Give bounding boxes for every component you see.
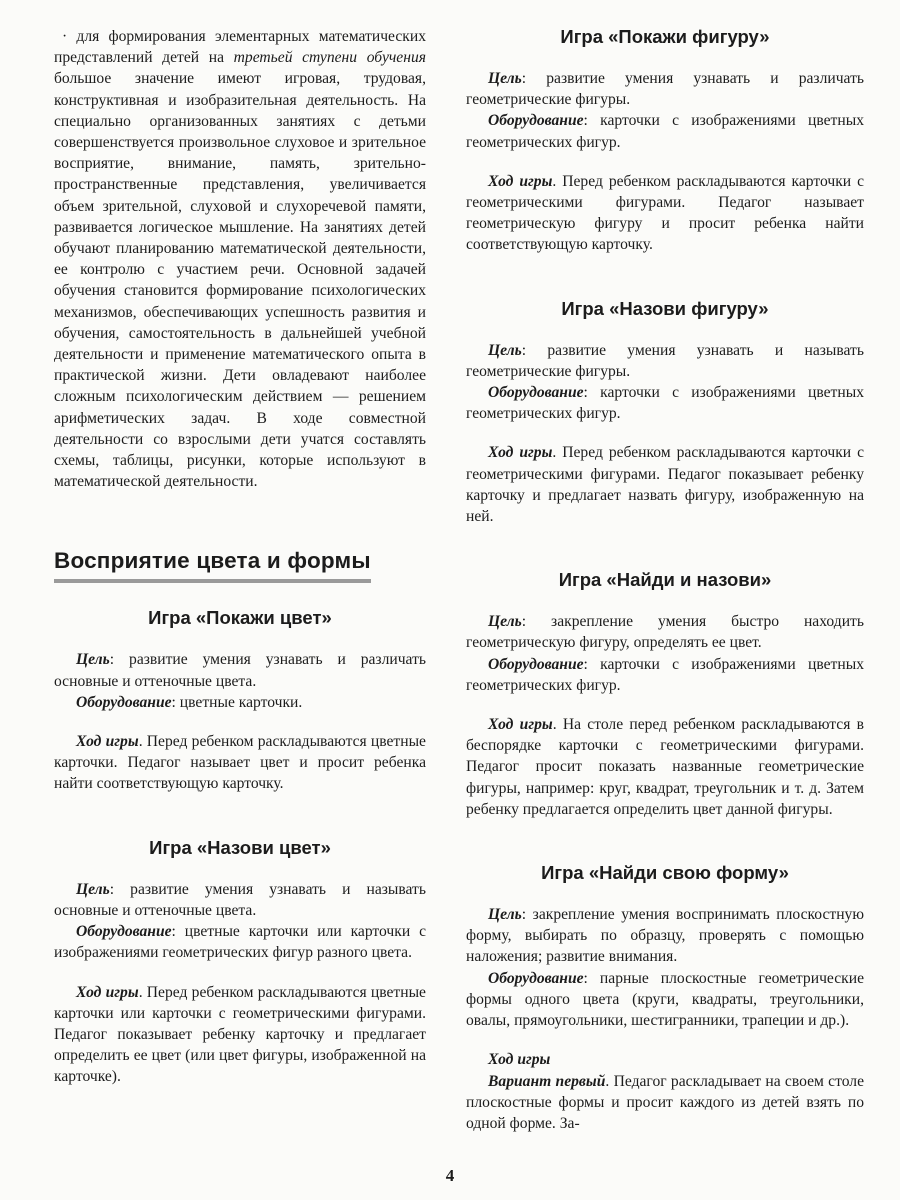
game-variant: Вариант первый. Педагог раскладывает на своем столе плоскостные формы и просит каждого из детей взять по одной форме. За- [466,1072,864,1132]
game-course: Ход игры [488,1051,551,1069]
bullet-mark: · [62,28,68,45]
game-equipment: Оборудование: карточки с изображениями цветных геометрических фигур. [466,384,864,423]
game-course: Ход игры. Перед ребенком раскладываются карточки с геометрическими фигурами. Педагог показывает ребенку карточку и предлагает назвать фигуру, изображенную на ней. [466,444,864,526]
game-name-color [54,837,426,1088]
game-equipment: Оборудование: цветные карточки. [76,693,303,711]
game-goal: Цель: развитие умения узнавать и называть основные и оттеночные цвета. [54,880,426,919]
game-goal: Цель: закрепление умения воспринимать плоскостную форму, выбирать по образцу, проверять с помощью наложения; развитие внимания. [466,906,864,966]
game-title: Игра «Назови цвет» [149,836,331,858]
game-goal: Цель: развитие умения узнавать и называть геометрические фигуры. [466,341,864,380]
game-show-shape [466,26,864,256]
game-equipment: Оборудование: парные плоскостные геометрические формы одного цвета (круги, квадраты, треугольники, овалы, прямоугольники, шестигранники, трапеции и др.). [466,969,864,1030]
left-column [54,26,426,1130]
intro-paragraph: · для формирования элементарных математических представлений детей на третьей ступени обучения большое значение имеют игровая, трудовая, конструктивная и изобразительная деятельность. На специально организованных занятиях с детьми совершенствуется произвольное слуховое и зрительное восприятие, внимание, память, зрительно-пространственные представления, увеличивается объем зрительной, слуховой и слухоречевой памяти, развивается логическое мышление. На занятиях детей обучают планированию математической деятельности, ее контролю с участием речи. Основной задачей обучения становится формирование психологических механизмов, обеспечивающих успешность развития и обучения, самостоятельность в дальнейшей учебной деятельности и применение математического опыта в практической жизни. Дети овладевают наиболее сложным психологическим действием — решением арифметических задач. В ходе совместной деятельности со взрослыми дети учатся составлять схемы, таблицы, рисунки, которые используют в математической деятельности. [54,28,427,491]
game-title: Игра «Покажи фигуру» [560,26,770,47]
game-equipment: Оборудование: цветные карточки или карточки с изображениями геометрических фигур разного цвета. [54,923,426,962]
game-find-and-name [466,569,864,820]
game-course: Ход игры. Перед ребенком раскладываются карточки с геометрическими фигурами. Педагог называет геометрическую фигуру и просит ребенка найти соответствующую карточку. [466,172,864,254]
section-heading: Восприятие цвета и формы [54,548,371,583]
game-show-color [54,607,426,794]
game-title: Игра «Найди и назови» [558,569,772,591]
right-column [466,26,864,1134]
game-course: Ход игры. Перед ребенком раскладываются цветные карточки. Педагог называет цвет и просит ребенка найти соответствующую карточку. [54,733,426,793]
game-title: Игра «Покажи цвет» [148,607,332,629]
game-find-your-shape [466,862,864,1134]
game-goal: Цель: развитие умения узнавать и различать геометрические фигуры. [466,70,864,109]
game-equipment: Оборудование: карточки с изображениями цветных геометрических фигур. [466,655,864,694]
game-course: Ход игры. На столе перед ребенком раскладываются в беспорядке карточки с геометрическими фигурами. Педагог просит показать названные геометрические фигуры, например: круг, квадрат, треугольник и т. д. Затем ребенку предлагается определить цвет данной фигуры. [466,716,864,818]
game-name-shape [466,298,864,528]
game-title: Игра «Найди свою форму» [541,862,789,884]
game-goal: Цель: закрепление умения быстро находить геометрическую фигуру, определять ее цвет. [466,613,864,652]
page-number: 4 [445,1166,455,1185]
game-equipment: Оборудование: карточки с изображениями цветных геометрических фигур. [466,112,864,151]
game-title: Игра «Назови фигуру» [561,297,769,319]
game-course: Ход игры. Перед ребенком раскладываются цветные карточки или карточки с геометрическими фигурами. Педагог показывает ребенку карточку и предлагает определить ее цвет (или цвет фигуры, изображенной на карточке). [54,983,426,1086]
game-goal: Цель: развитие умения узнавать и различать основные и оттеночные цвета. [54,651,426,690]
